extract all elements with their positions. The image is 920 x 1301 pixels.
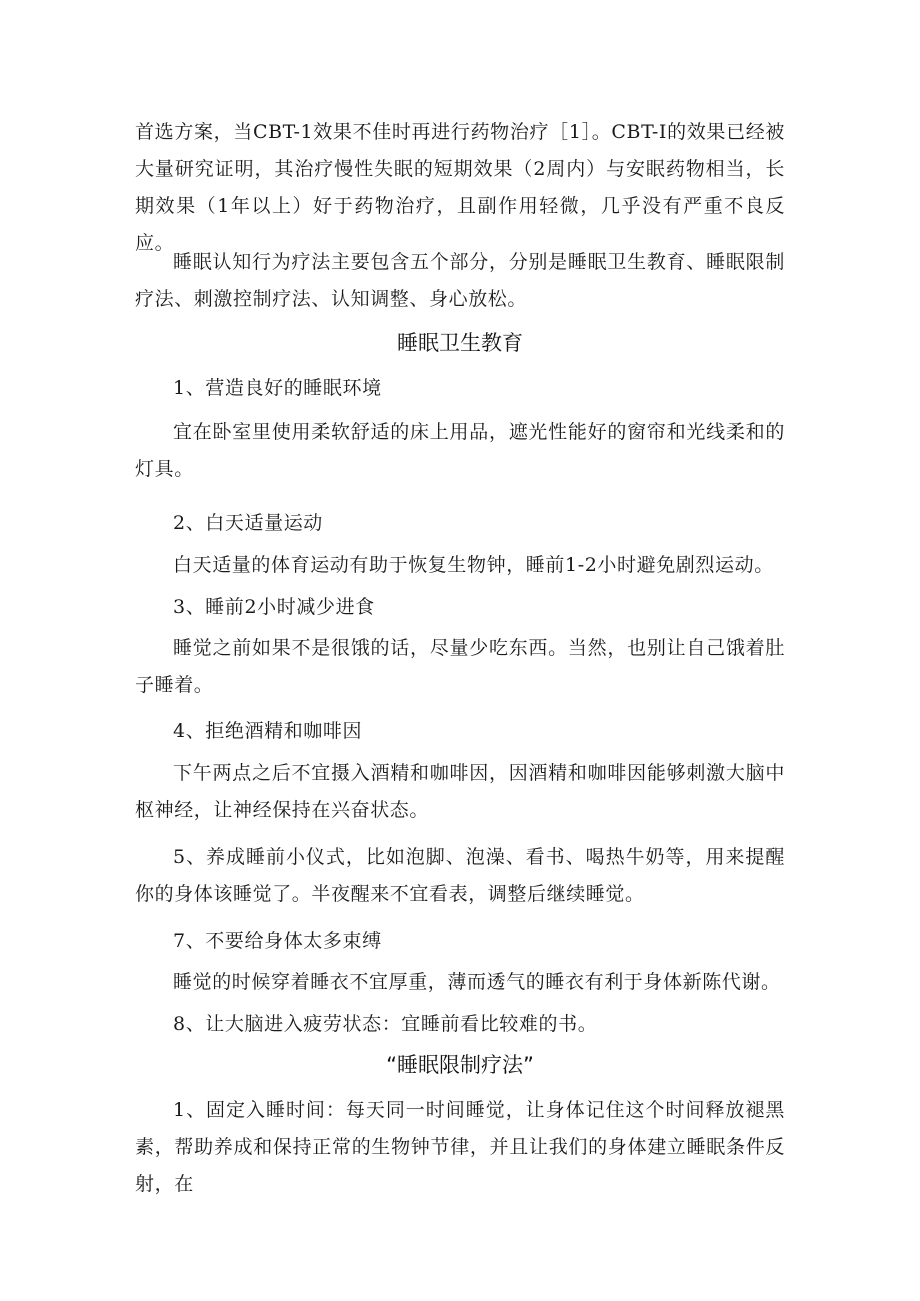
list-item-body: 1、固定入睡时间：每天同一时间睡觉，让身体记住这个时间释放褪黑素，帮助养成和保持正常的生物钟节律，并且让我们的身体建立睡眠条件反射，在 bbox=[135, 1099, 785, 1195]
list-item-body: 8、让大脑进入疲劳状态：宜睡前看比较难的书。 bbox=[173, 1013, 598, 1035]
intro-components-paragraph: 睡眠认知行为疗法主要包含五个部分，分别是睡眠卫生教育、睡眠限制疗法、刺激控制疗法、认知调整、身心放松。 bbox=[135, 251, 785, 310]
list-item-body: 睡觉的时候穿着睡衣不宜厚重，薄而透气的睡衣有利于身体新陈代谢。 bbox=[173, 971, 781, 993]
section-heading-sleep-restriction: “睡眠限制疗法” bbox=[386, 1053, 534, 1077]
list-item-heading: 1、营造良好的睡眠环境 bbox=[173, 377, 382, 399]
list-item-body: 睡觉之前如果不是很饿的话，尽量少吃东西。当然，也别让自己饿着肚子睡着。 bbox=[135, 637, 785, 696]
section-heading-sleep-hygiene: 睡眠卫生教育 bbox=[397, 331, 523, 355]
list-item-body: 宜在卧室里使用柔软舒适的床上用品，遮光性能好的窗帘和光线柔和的灯具。 bbox=[135, 421, 785, 480]
list-item-heading: 7、不要给身体太多束缚 bbox=[173, 930, 382, 952]
list-item-body: 下午两点之后不宜摄入酒精和咖啡因，因酒精和咖啡因能够刺激大脑中枢神经，让神经保持在兴奋状态。 bbox=[135, 762, 785, 821]
list-item-body: 5、养成睡前小仪式，比如泡脚、泡澡、看书、喝热牛奶等，用来提醒你的身体该睡觉了。半夜醒来不宜看表，调整后继续睡觉。 bbox=[135, 846, 785, 905]
intro-continuation-paragraph: 首选方案，当CBT-1效果不佳时再进行药物治疗［1］。CBT-I的效果已经被大量研究证明，其治疗慢性失眠的短期效果（2周内）与安眠药物相当，长期效果（1年以上）好于药物治疗，且副作用轻微，几乎没有严重不良反应。 bbox=[135, 121, 785, 254]
list-item-heading: 3、睡前2小时减少进食 bbox=[173, 596, 375, 618]
list-item-heading: 2、白天适量运动 bbox=[173, 512, 323, 534]
list-item-heading: 4、拒绝酒精和咖啡因 bbox=[173, 720, 363, 742]
list-item-body: 白天适量的体育运动有助于恢复生物钟，睡前1-2小时避免剧烈运动。 bbox=[173, 554, 774, 576]
